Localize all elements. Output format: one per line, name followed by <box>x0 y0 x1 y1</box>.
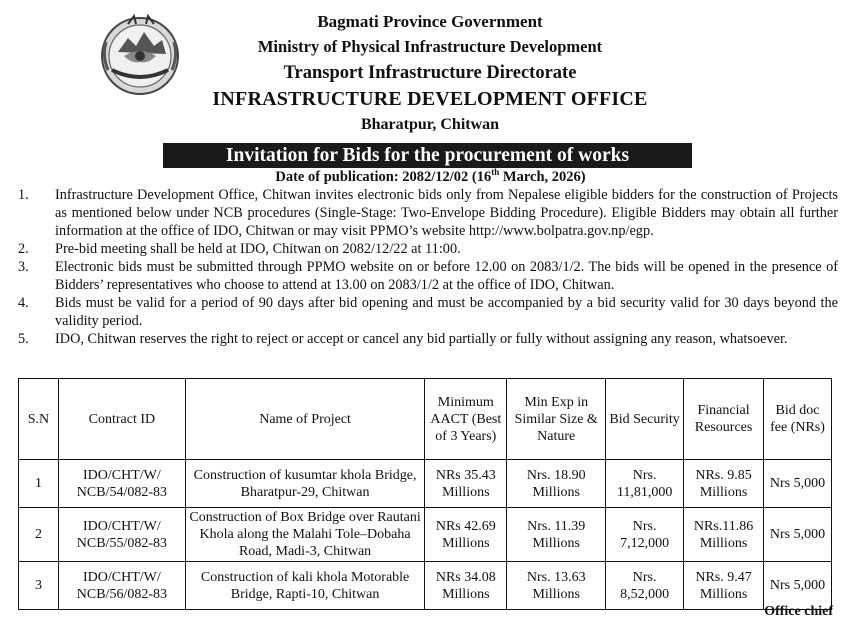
cell-financial-resources: NRs.11.86 Millions <box>684 508 764 562</box>
cell-sn: 3 <box>19 562 59 610</box>
cell-financial-resources: NRs. 9.47 Millions <box>684 562 764 610</box>
clause-number: 4. <box>18 295 29 311</box>
signatory-title: Office chief <box>764 604 833 619</box>
directorate-name: Transport Infrastructure Directorate <box>283 63 577 83</box>
cell-project-name: Construction of Box Bridge over Rautani Khola along the Malahi Tole–Dobaha Road, Madi-3, Chitwan <box>185 508 425 562</box>
cell-project-name: Construction of kali khola Motorable Bridge, Rapti-10, Chitwan <box>185 562 425 610</box>
cell-bid-security: Nrs. 11,81,000 <box>606 460 684 508</box>
clause-1 <box>18 186 838 240</box>
cell-min-exp: Nrs. 13.63 Millions <box>507 562 606 610</box>
office-location: Bharatpur, Chitwan <box>360 116 500 133</box>
header-min-exp: Min Exp in Similar Size & Nature <box>507 379 606 460</box>
table-row <box>19 562 832 610</box>
clause-text: Electronic bids must be submitted through PPMO website on or before 12.00 on 2083/1/2. The bids will be opened in the presence of Bidders’ representatives who choose to attend at 13.00 on 2083/1/2 at the office of IDO, Chitwan. <box>55 259 838 293</box>
header-sn: S.N <box>19 379 59 460</box>
cell-sn: 2 <box>19 508 59 562</box>
header-min-aact: Minimum AACT (Best of 3 Years) <box>425 379 507 460</box>
clause-number: 2. <box>18 241 29 257</box>
cell-bid-security: Nrs. 7,12,000 <box>606 508 684 562</box>
header-financial-resources: Financial Resources <box>684 379 764 460</box>
clause-3 <box>18 258 838 294</box>
nepal-emblem-icon <box>98 12 182 96</box>
bid-table <box>18 378 832 610</box>
cell-project-name: Construction of kusumtar khola Bridge, Bharatpur-29, Chitwan <box>185 460 425 508</box>
clause-5 <box>18 330 838 348</box>
publication-date <box>0 167 861 186</box>
cell-bid-security: Nrs. 8,52,000 <box>606 562 684 610</box>
header-contract-id: Contract ID <box>58 379 185 460</box>
clause-list <box>18 186 838 348</box>
clause-text: IDO, Chitwan reserves the right to reject or accept or cancel any bid partially or fully without assigning any reason, whatsoever. <box>55 331 788 347</box>
table-header-row <box>19 379 832 460</box>
clause-number: 1. <box>18 187 29 203</box>
cell-bid-doc-fee: Nrs 5,000 <box>764 460 832 508</box>
province-name: Bagmati Province Government <box>317 12 543 31</box>
clause-text: Infrastructure Development Office, Chitwan invites electronic bids only from Nepalese eligible bidders for the construction of Projects as mentioned below under NCB procedures (Single-Stage: Two-Envelope Bidding Procedure). Eligible Bidders may obtain all further information at the office of IDO, Chitwan or may visit PPMO’s website http://www.bolpatra.gov.np/egp. <box>55 187 838 239</box>
cell-min-exp: Nrs. 11.39 Millions <box>507 508 606 562</box>
cell-bid-doc-fee: Nrs 5,000 <box>764 562 832 610</box>
cell-sn: 1 <box>19 460 59 508</box>
cell-contract-id: IDO/CHT/W/ NCB/55/082-83 <box>58 508 185 562</box>
clause-text: Pre-bid meeting shall be held at IDO, Chitwan on 2082/12/22 at 11:00. <box>55 241 461 257</box>
header-project-name: Name of Project <box>185 379 425 460</box>
cell-min-aact: NRs 42.69 Millions <box>425 508 507 562</box>
cell-min-aact: NRs 34.08 Millions <box>425 562 507 610</box>
publication-date-suffix: March, 2026) <box>499 168 586 185</box>
table-row <box>19 460 832 508</box>
cell-contract-id: IDO/CHT/W/ NCB/54/082-83 <box>58 460 185 508</box>
clause-text: Bids must be valid for a period of 90 days after bid opening and must be accompanied by a bid security valid for 30 days beyond the validity period. <box>55 295 838 329</box>
publication-date-prefix: Date of publication: 2082/12/02 (16 <box>275 168 492 185</box>
clause-number: 5. <box>18 331 29 347</box>
cell-min-aact: NRs 35.43 Millions <box>425 460 507 508</box>
notice-title: Invitation for Bids for the procurement of works <box>163 143 692 168</box>
table-row <box>19 508 832 562</box>
clause-number: 3. <box>18 259 29 275</box>
clause-2 <box>18 240 838 258</box>
cell-min-exp: Nrs. 18.90 Millions <box>507 460 606 508</box>
office-name: INFRASTRUCTURE DEVELOPMENT OFFICE <box>212 88 648 110</box>
header-bid-doc-fee: Bid doc fee (NRs) <box>764 379 832 460</box>
cell-contract-id: IDO/CHT/W/ NCB/56/082-83 <box>58 562 185 610</box>
cell-financial-resources: NRs. 9.85 Millions <box>684 460 764 508</box>
clause-4 <box>18 294 838 330</box>
header-bid-security: Bid Security <box>606 379 684 460</box>
publication-date-sup: th <box>491 167 500 177</box>
ministry-name: Ministry of Physical Infrastructure Development <box>257 37 603 56</box>
letterhead <box>0 10 861 140</box>
cell-bid-doc-fee: Nrs 5,000 <box>764 508 832 562</box>
